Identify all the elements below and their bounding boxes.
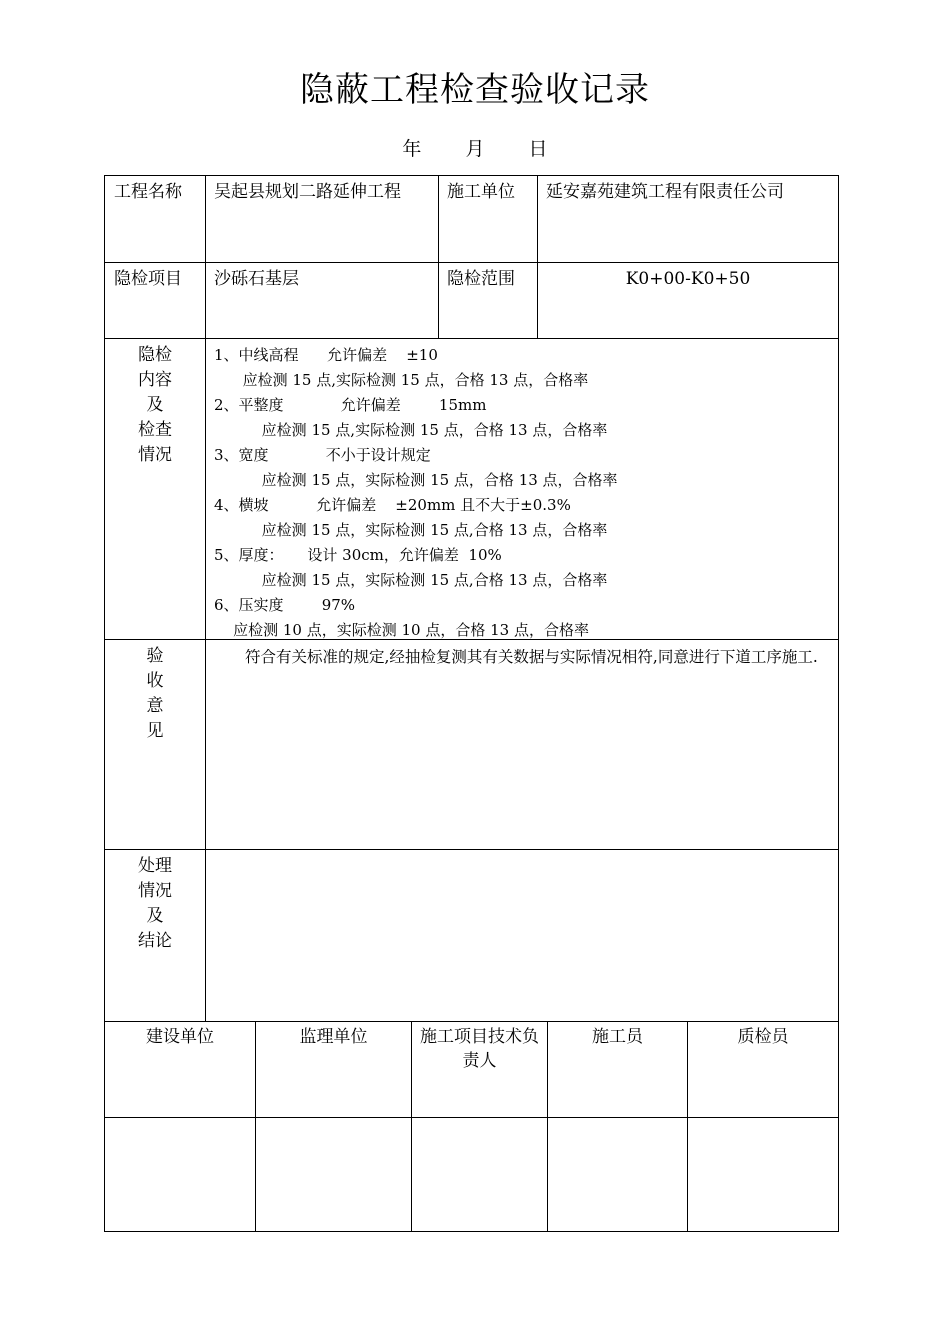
content-line: 5、厚度： 设计 30cm，允许偏差 10% <box>214 546 502 564</box>
inspection-item-label: 隐检项目 <box>114 269 182 289</box>
acceptance-label-line: 收 <box>146 671 164 691</box>
sig-blank-tech-lead <box>411 1117 548 1232</box>
sig-header-quality-inspector <box>687 1021 839 1118</box>
content-line: 应检测 15 点，实际检测 15 点,合格 13 点，合格率 <box>214 521 608 539</box>
inspection-range-value: K0+00-K0+50 <box>625 269 751 289</box>
handling-label-line: 情况 <box>138 881 172 901</box>
content-line: 2、平整度 允许偏差 15mm <box>214 396 487 414</box>
handling-label-line: 结论 <box>138 931 172 951</box>
contractor-label-cell <box>438 175 538 263</box>
sig-blank-constructor <box>547 1117 688 1232</box>
date-line <box>0 134 950 161</box>
page-title: 隐蔽工程检查验收记录 <box>300 70 650 110</box>
content-label-line: 及 <box>146 395 164 415</box>
handling-label-cell <box>104 849 206 1022</box>
content-line: 1、中线高程 允许偏差 ±10 <box>214 346 438 364</box>
content-label-line: 情况 <box>138 445 172 465</box>
sig-blank-supervision-unit <box>255 1117 412 1232</box>
inspection-range-value-cell <box>537 262 839 339</box>
contractor-label: 施工单位 <box>447 182 515 202</box>
acceptance-label-line: 见 <box>146 721 164 741</box>
project-name-label-cell <box>104 175 206 263</box>
content-label-line: 内容 <box>138 370 172 390</box>
inspection-range-label-cell <box>438 262 538 339</box>
sig-header-supervision-unit <box>255 1021 412 1118</box>
content-line: 3、宽度 不小于设计规定 <box>214 446 431 464</box>
handling-label-line: 及 <box>146 906 164 926</box>
date-day: 日 <box>528 138 548 160</box>
content-line: 应检测 15 点,实际检测 15 点，合格 13 点，合格率 <box>214 371 589 389</box>
content-label-line: 隐检 <box>138 345 172 365</box>
content-line: 6、压实度 97% <box>214 596 356 614</box>
content-line: 应检测 15 点，实际检测 15 点，合格 13 点，合格率 <box>214 471 618 489</box>
inspection-item-label-cell <box>104 262 206 339</box>
sig-header-constructor <box>547 1021 688 1118</box>
date-month: 月 <box>465 138 485 160</box>
content-label-line: 检查 <box>138 420 172 440</box>
sig-blank-quality-inspector <box>687 1117 839 1232</box>
acceptance-label-line: 验 <box>146 646 164 666</box>
project-name-label: 工程名称 <box>114 182 182 202</box>
date-year: 年 <box>402 138 422 160</box>
inspection-item-value-cell <box>205 262 439 339</box>
sig-label: 建设单位 <box>146 1027 214 1047</box>
content-line: 应检测 10 点，实际检测 10 点，合格 13 点，合格率 <box>214 621 589 639</box>
sig-header-construction-unit <box>104 1021 256 1118</box>
sig-label: 施工项目技术负责人 <box>420 1027 539 1071</box>
sig-label: 质检员 <box>737 1027 789 1047</box>
content-label-cell <box>104 338 206 640</box>
sig-blank-construction-unit <box>104 1117 256 1232</box>
acceptance-label-cell <box>104 639 206 850</box>
contractor-value-cell <box>537 175 839 263</box>
sig-label: 监理单位 <box>299 1027 368 1047</box>
acceptance-body-cell <box>205 639 839 850</box>
project-name-value: 吴起县规划二路延伸工程 <box>214 182 401 202</box>
content-body-cell <box>205 338 839 640</box>
contractor-value: 延安嘉苑建筑工程有限责任公司 <box>546 182 784 202</box>
handling-label-line: 处理 <box>138 856 172 876</box>
content-line: 应检测 15 点,实际检测 15 点，合格 13 点，合格率 <box>214 421 608 439</box>
acceptance-label-line: 意 <box>146 696 164 716</box>
project-name-value-cell <box>205 175 439 263</box>
acceptance-text: 符合有关标准的规定,经抽检复测其有关数据与实际情况相符,同意进行下道工序施工. <box>245 648 818 666</box>
sig-label: 施工员 <box>592 1027 643 1047</box>
content-line: 4、横坡 允许偏差 ±20mm 且不大于±0.3% <box>214 496 571 514</box>
inspection-item-value: 沙砾石基层 <box>214 269 299 289</box>
handling-body-cell <box>205 849 839 1022</box>
inspection-range-label: 隐检范围 <box>447 269 515 289</box>
sig-header-tech-lead <box>411 1021 548 1118</box>
content-line: 应检测 15 点，实际检测 15 点,合格 13 点，合格率 <box>214 571 608 589</box>
